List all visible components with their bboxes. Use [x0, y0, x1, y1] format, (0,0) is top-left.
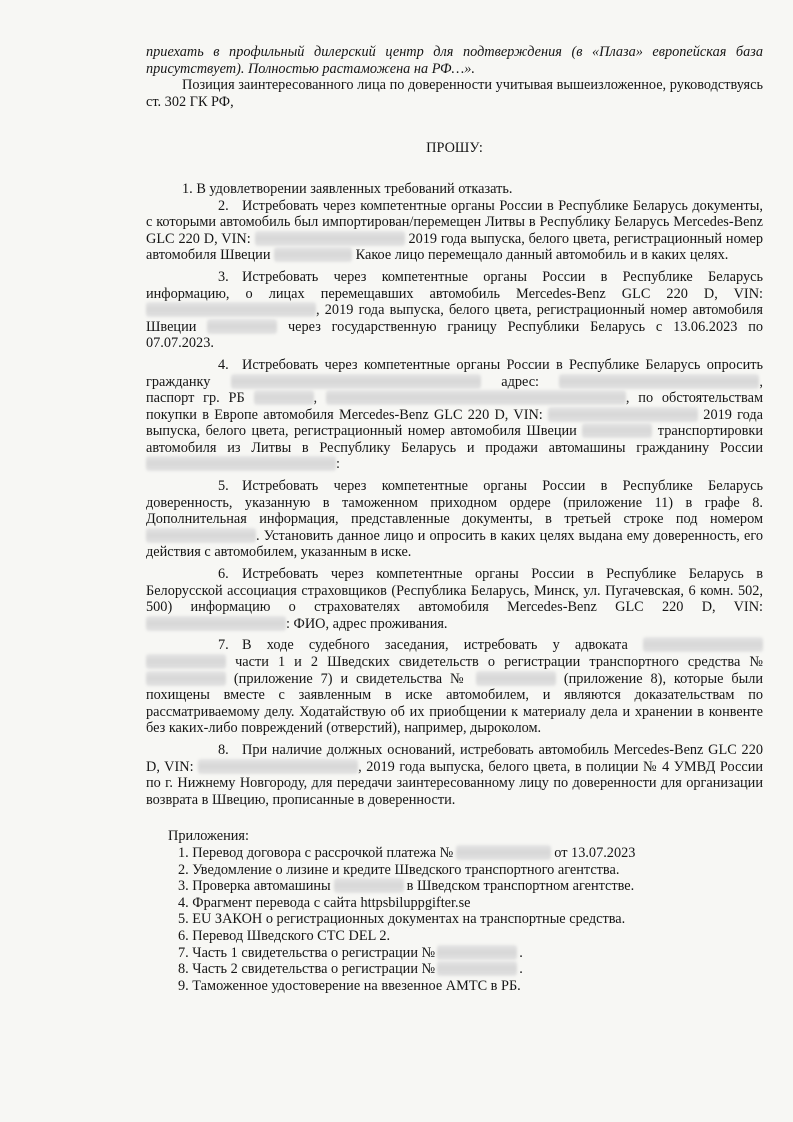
request-6: 6. Истребовать через компетентные органы России в Республике Беларусь в Белорусской ассоциация страховщиков (Республика Беларусь, Минск, ул. Пугачевская, 6 комн. 502, 500) информацию о страхователях автомобиля Mercedes-Benz GLC 220 D, VIN: : ФИО, адрес проживания.	[146, 566, 763, 632]
redacted-lawyer-name	[146, 654, 226, 669]
redacted-vin	[255, 231, 405, 246]
request-1: 1. В удовлетворении заявленных требований отказать.	[182, 180, 513, 197]
appendix-item: 6. Перевод Шведского СТС DEL 2.	[178, 927, 391, 944]
appendix-heading: Приложения:	[168, 828, 249, 845]
appendix-item: 5. EU ЗАКОН о регистрационных документах на транспортные средства.	[178, 911, 626, 928]
appendix-item: 2. Уведомление о лизине и кредите Шведского транспортного агентства.	[178, 861, 620, 878]
redacted-passport-details	[326, 390, 626, 405]
redacted-vin	[146, 302, 316, 317]
page-title: ПРОШУ:	[426, 140, 483, 157]
appendix-item: 9. Таможенное удостоверение на ввезенное АМТС в РБ.	[178, 977, 521, 994]
quote-paragraph: приехать в профильный дилерский центр для подтверждения (в «Плаза» европейская база присутствует). Полностью растаможена на РФ…».	[146, 44, 763, 77]
redacted-certificate-number	[437, 945, 517, 960]
request-5: 5. Истребовать через компетентные органы России в Республике Беларусь доверенность, указанную в таможенном приходном ордере (приложение 11) в графе 8. Дополнительная информация, представленные документы, в третьей строке под номером . Установить данное лицо и опросить в каких целях выдана ему доверенность, его действия с автомобилем, указанным в иске.	[146, 478, 763, 561]
redacted-vin	[198, 759, 358, 774]
redacted-plate	[582, 423, 652, 438]
redacted-plate	[274, 247, 352, 262]
redacted-number	[146, 528, 256, 543]
redacted-name	[231, 374, 481, 389]
appendix-item: 7. Часть 1 свидетельства о регистрации № .	[178, 944, 523, 961]
request-8: 8. При наличие должных оснований, истребовать автомобиль Mercedes-Benz GLC 220 D, VIN: , 2019 года выпуска, белого цвета, в полиции № 4 УМВД России по г. Нижнему Новгороду, для передачи заинтересованному лицу по доверенности для организации возврата в Швецию, прописанные в доверенности.	[146, 741, 763, 808]
redacted-passport	[254, 390, 314, 405]
request-2: 2. Истребовать через компетентные органы России в Республике Беларусь документы, с которыми автомобиль был импортирован/перемещен Литвы в Республику Беларусь Mercedes-Benz GLC 220 D, VIN: 2019 года выпуска, белого цвета, регистрационный номер автомобиля Швеции Какое лицо перемещало данный автомобиль и в каких целях.	[146, 197, 763, 264]
request-3: 3. Истребовать через компетентные органы России в Республике Беларусь информацию, о лицах перемещавших автомобиль Mercedes-Benz GLC 220 D, VIN: , 2019 года выпуска, белого цвета, регистрационный номер автомобиля Швеции через государственную границу Республики Беларусь с 13.06.2023 по 07.07.2023.	[146, 268, 763, 352]
redacted-certificate-number	[437, 961, 517, 976]
appendix-item: 1. Перевод договора с рассрочкой платежа № от 13.07.2023	[178, 844, 636, 861]
redacted-certificate-number	[146, 671, 226, 686]
appendix-section	[146, 828, 763, 994]
request-7: 7. В ходе судебного заседания, истребовать у адвоката части 1 и 2 Шведских свидетельств о регистрации транспортного средства № (приложение 7) и свидетельства № (приложение 8), которые были похищены вместе с заявленным в иске автомобилем, и являются доказательствам по рассматриваемому делу. Ходатайствую об их приобщении к материалу дела и хранении в конвенте без каких-либо повреждений (отверстий), например, дыроколом.	[146, 637, 764, 737]
redacted-contract-number	[456, 845, 551, 860]
redacted-vin	[146, 616, 286, 631]
redacted-address	[559, 374, 759, 389]
position-paragraph: Позиция заинтересованного лица по доверенности учитывая вышеизложенное, руководствуясь ст. 302 ГК РФ,	[146, 77, 763, 110]
redacted-name	[146, 456, 336, 471]
appendix-list	[168, 845, 763, 994]
redacted-plate	[334, 878, 404, 893]
redacted-plate	[207, 319, 277, 334]
appendix-item: 4. Фрагмент перевода с сайта httpsbiluppgifter.se	[178, 894, 471, 911]
redacted-lawyer-name	[643, 637, 763, 652]
redacted-vin	[548, 407, 698, 422]
request-4: 4. Истребовать через компетентные органы России в Республике Беларусь опросить гражданку адрес: , паспорт гр. РБ , , по обстоятельствам покупки в Европе автомобиля Mercedes-Benz GLC 220 D, VIN: 2019 года выпуска, белого цвета, регистрационный номер автомобиля Швеции транспортировки автомобиля из Литвы в Республику Беларусь и продажи автомашины гражданину России :	[146, 356, 764, 473]
appendix-item: 8. Часть 2 свидетельства о регистрации № .	[178, 961, 523, 978]
appendix-item: 3. Проверка автомашины в Шведском транспортном агентстве.	[178, 878, 635, 895]
redacted-certificate-number	[476, 671, 556, 686]
